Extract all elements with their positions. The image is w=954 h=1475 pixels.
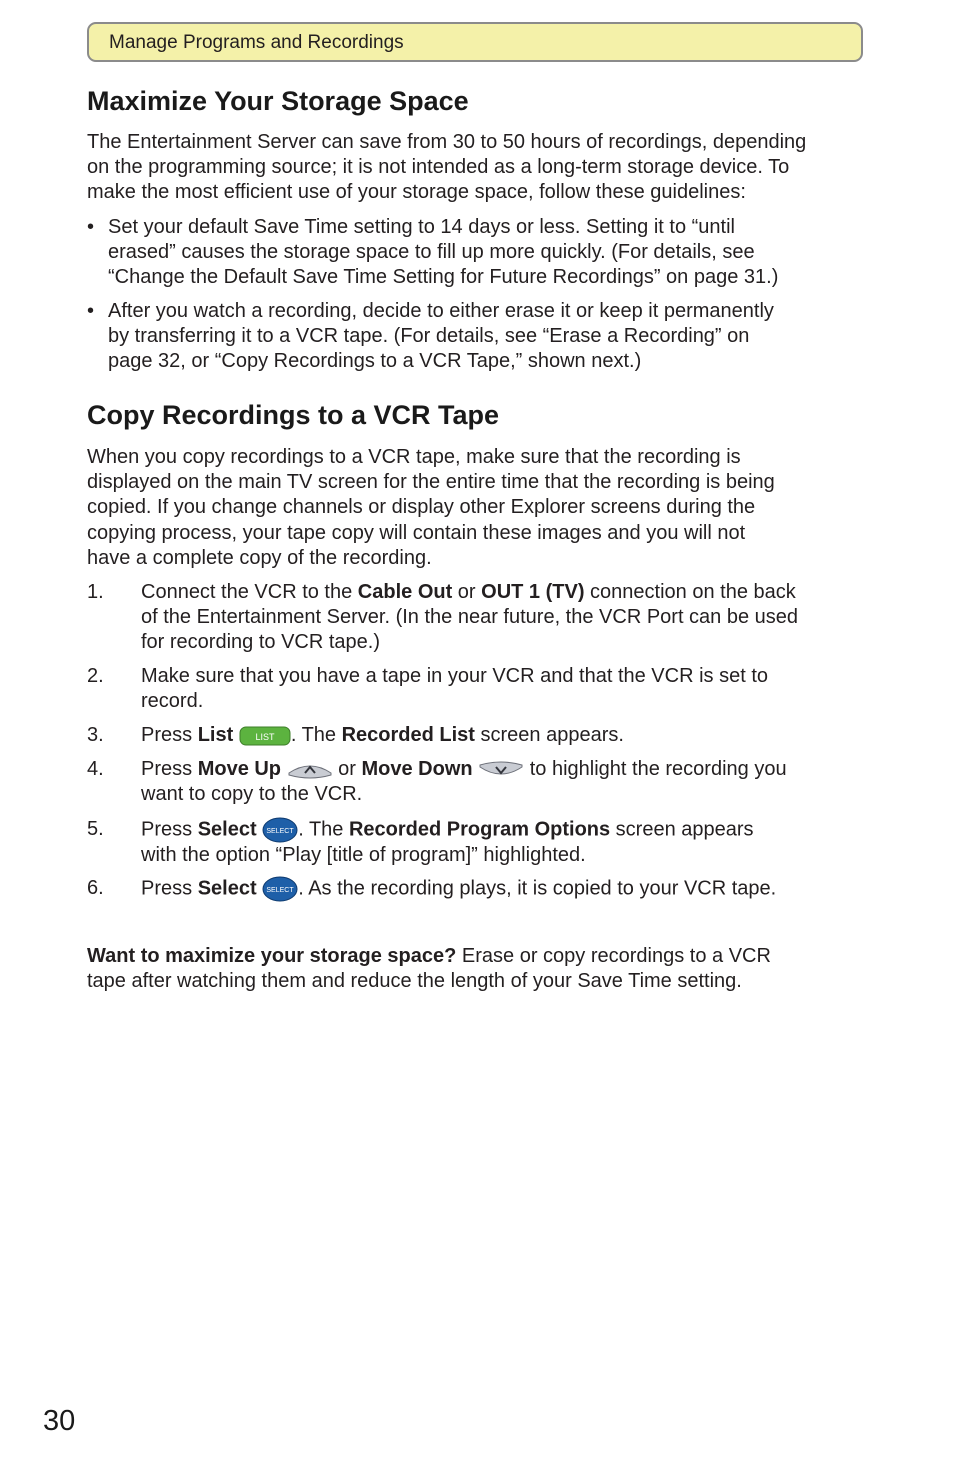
step-number: 3. bbox=[87, 724, 104, 746]
svg-text:LIST: LIST bbox=[255, 731, 275, 742]
step-number: 4. bbox=[87, 758, 104, 780]
tip-heading: Want to maximize your storage space? bbox=[87, 945, 457, 967]
step-number: 2. bbox=[87, 665, 104, 687]
bullet-icon: • bbox=[87, 300, 95, 322]
running-header-title: Manage Programs and Recordings bbox=[109, 32, 404, 53]
move-up-arrow-icon bbox=[287, 761, 333, 779]
select-button-icon bbox=[262, 817, 298, 843]
page-number: 30 bbox=[43, 1405, 76, 1437]
bullet-icon: • bbox=[87, 216, 95, 238]
running-header bbox=[87, 22, 863, 62]
section2-intro: When you copy recordings to a VCR tape, make sure that the recording is displayed on the main TV screen for the entire time that the recording is being copied. If you change channels or display other Explorer screens during the copying process, your tape copy will contain these images and you will not have a complete copy of the recording. bbox=[87, 446, 775, 569]
step-number: 6. bbox=[87, 877, 104, 899]
move-down-arrow-icon bbox=[478, 761, 524, 779]
step-number: 1. bbox=[87, 581, 104, 603]
step-number: 5. bbox=[87, 818, 104, 840]
svg-text:SELECT: SELECT bbox=[266, 828, 294, 835]
section-heading-maximize-storage: Maximize Your Storage Space bbox=[87, 86, 469, 116]
select-button-icon bbox=[262, 876, 298, 902]
section1-intro: The Entertainment Server can save from 30 to 50 hours of recordings, depending on the programming source; it is not intended as a long-term storage device. To make the most efficient use of your storage space, follow these guidelines: bbox=[87, 131, 807, 204]
tip-note: Want to maximize your storage space? Erase or copy recordings to a VCR tape after watching them and reduce the length of your Save Time setting. bbox=[87, 945, 771, 993]
list-button-icon bbox=[239, 726, 291, 746]
section-heading-copy-recordings: Copy Recordings to a VCR Tape bbox=[87, 400, 500, 430]
svg-text:SELECT: SELECT bbox=[266, 887, 294, 894]
